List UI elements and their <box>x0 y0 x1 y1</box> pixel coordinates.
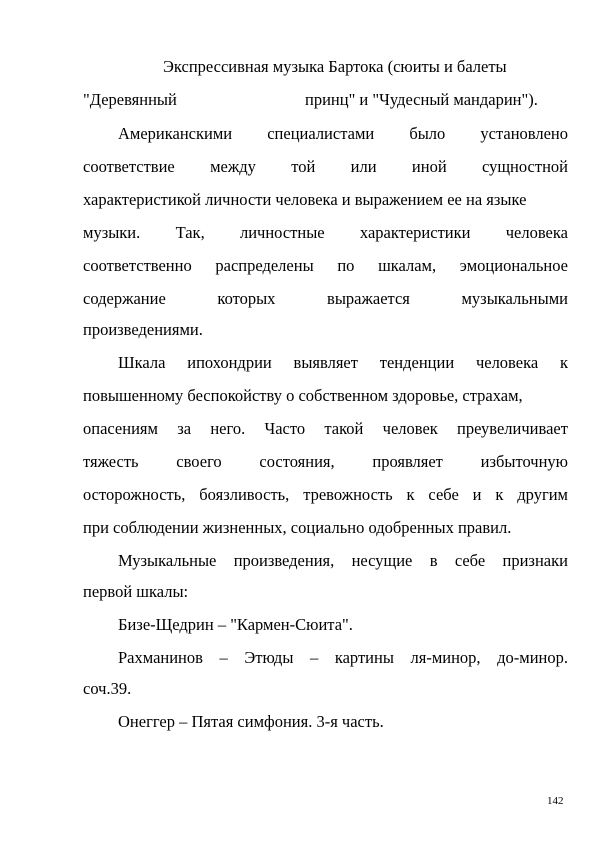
word: Шкала <box>118 353 166 372</box>
title-line-1: Экспрессивная музыка Бартока (сюиты и балеты <box>163 57 507 76</box>
word: тяжесть <box>83 452 139 471</box>
word: несущие <box>351 551 413 570</box>
para1-line-7: произведениями. <box>83 320 203 339</box>
word: сущностной <box>482 157 568 176</box>
word: Часто <box>264 419 306 438</box>
word: до-минор. <box>497 648 568 667</box>
word: ля-минор, <box>410 648 481 667</box>
word: тенденции <box>379 353 455 372</box>
word: музыки. <box>83 223 141 242</box>
para2-line-4 <box>83 452 568 472</box>
para2-line-3 <box>83 419 568 439</box>
item-rachmaninov-line-1 <box>118 648 568 668</box>
para1-line-1 <box>118 124 568 144</box>
item-honegger: Онеггер – Пятая симфония. 3-я часть. <box>118 712 384 731</box>
word: человек <box>382 419 438 438</box>
word: между <box>210 157 256 176</box>
word: – <box>310 648 319 667</box>
word: за <box>177 419 192 438</box>
word: или <box>350 157 377 176</box>
page-number: 142 <box>547 795 564 807</box>
word: иной <box>411 157 447 176</box>
para1-line-4 <box>83 223 568 243</box>
word: состояния, <box>259 452 335 471</box>
word: картины <box>334 648 394 667</box>
para3-line-1 <box>118 551 568 571</box>
word: ипохондрии <box>187 353 272 372</box>
word: соответствие <box>83 157 175 176</box>
word: специалистами <box>267 124 375 143</box>
word: к <box>559 353 568 372</box>
word: человека <box>475 353 539 372</box>
word: Этюды <box>244 648 294 667</box>
para2-line-2: повышенному беспокойству о собственном здоровье, страхам, <box>83 386 523 405</box>
word: проявляет <box>372 452 443 471</box>
item-rachmaninov-line-2: соч.39. <box>83 679 132 698</box>
word: распределены <box>215 256 314 275</box>
word: – <box>219 648 228 667</box>
word: боязливость, <box>199 485 290 504</box>
word: признаки <box>502 551 568 570</box>
word: такой <box>324 419 364 438</box>
item-bizet: Бизе-Щедрин – "Кармен-Сюита". <box>118 615 353 634</box>
word: установлено <box>480 124 568 143</box>
word: которых <box>217 289 276 308</box>
para1-line-2 <box>83 157 568 177</box>
title-line-2-left: "Деревянный <box>83 90 177 109</box>
word: преувеличивает <box>457 419 568 438</box>
para2-line-1 <box>118 353 568 373</box>
word: другим <box>517 485 568 504</box>
word: произведения, <box>233 551 335 570</box>
para1-line-5 <box>83 256 568 276</box>
para1-line-6 <box>83 289 568 309</box>
word: той <box>291 157 316 176</box>
word: содержание <box>83 289 166 308</box>
word: шкалам, <box>378 256 437 275</box>
word: Музыкальные <box>118 551 217 570</box>
word: выявляет <box>293 353 358 372</box>
word: соответственно <box>83 256 192 275</box>
title-line-2-right: принц" и "Чудесный мандарин"). <box>305 90 538 109</box>
word: тревожность <box>303 485 393 504</box>
word: музыкальными <box>461 289 568 308</box>
word: характеристики <box>359 223 471 242</box>
word: себе <box>428 485 459 504</box>
word: себе <box>454 551 486 570</box>
word: к <box>406 485 415 504</box>
word: своего <box>176 452 222 471</box>
word: по <box>337 256 355 275</box>
para2-line-5 <box>83 485 568 505</box>
para1-line-3: характеристикой личности человека и выражением ее на языке <box>83 190 527 209</box>
word: эмоциональное <box>459 256 568 275</box>
word: в <box>429 551 438 570</box>
word: выражается <box>327 289 410 308</box>
word: осторожность, <box>83 485 186 504</box>
word: было <box>409 124 446 143</box>
word: Так, <box>175 223 205 242</box>
para2-line-6: при соблюдении жизненных, социально одобренных правил. <box>83 518 512 537</box>
word: опасениям <box>83 419 158 438</box>
word: него. <box>210 419 246 438</box>
word: Рахманинов <box>118 648 203 667</box>
word: Американскими <box>118 124 233 143</box>
para3-line-2: первой шкалы: <box>83 582 189 601</box>
word: избыточную <box>480 452 568 471</box>
word: человека <box>505 223 568 242</box>
word: к <box>495 485 504 504</box>
word: и <box>472 485 482 504</box>
word: личностные <box>239 223 325 242</box>
